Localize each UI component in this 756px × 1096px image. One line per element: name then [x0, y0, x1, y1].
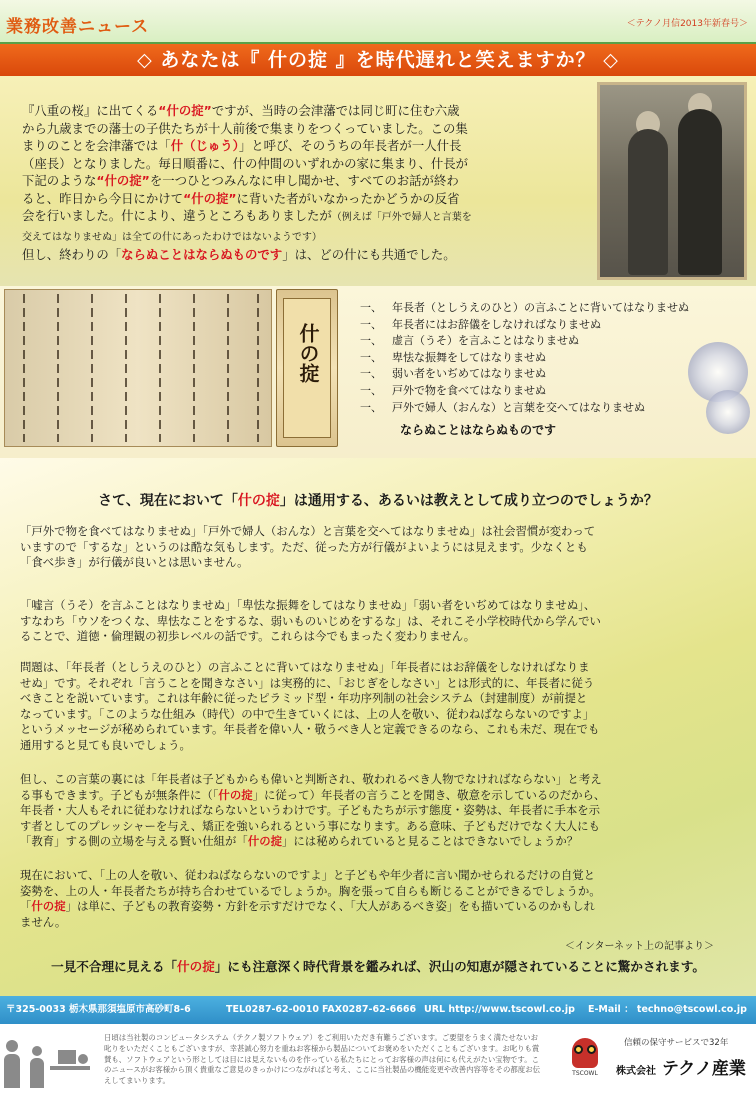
contact-email[interactable]: E-Mail ： techno@tscowl.co.jp [588, 1004, 747, 1015]
intro-line [22, 155, 600, 173]
service-years: 信頼の保守サービスで32年 [624, 1038, 729, 1048]
text-run: 但し、終わりの「 [22, 247, 122, 262]
paragraph-line [20, 884, 738, 900]
paragraph-line [20, 614, 738, 630]
paragraph-line [20, 629, 738, 645]
rules-list [360, 300, 700, 416]
text-run: というメッセージが秘められています。年長者を偉い人・敬うべき人と定義できるのなら、これも未だ、現在でも [20, 722, 600, 737]
contact-tel: TEL0287-62-0010 [226, 1004, 320, 1015]
paragraph-line [20, 540, 738, 556]
intro-section [0, 76, 756, 286]
intro-line [22, 137, 600, 155]
issue-label: ＜テクノ月信2013年新春号＞ [626, 19, 748, 29]
highlight-text: 什の掟 [218, 787, 253, 802]
intro-text [22, 102, 600, 264]
highlight-text: 什の掟 [237, 493, 280, 509]
text-run: 」と呼び、そのうちの年長者が一人什長 [238, 138, 462, 153]
text-run: （例えば「戸外で婦人と言葉を [331, 212, 472, 223]
text-run: ることで、道徳・倫理観の初歩レベルの話です。これらは今でもまったく変わりません。 [20, 629, 476, 644]
highlight-text: 什の掟 [247, 834, 283, 849]
rule-marker: 一、 [360, 383, 382, 397]
paragraph-line [20, 722, 738, 738]
rule-text: 年長者（としうえのひと）の言ふことに背いてはなりませぬ [392, 301, 689, 314]
highlight-text: 什（じゅう） [170, 138, 239, 153]
paragraph-line [20, 834, 738, 850]
text-run: 「嘘言（うそ）を言ふことはなりませぬ」「卑怯な振舞をしてはなりませぬ」「弱い者をいぢめてはなりませぬ」、 [20, 598, 596, 612]
text-run: 」には秘められていると見ることはできないでしょうか？ [282, 834, 579, 849]
rule-marker: 一、 [360, 350, 382, 364]
text-run: 「食べ歩き」が行儀が良いとは思いません。 [20, 555, 249, 570]
paragraph-line [20, 598, 738, 614]
contact-fax: FAX0287-62-6666 [322, 1004, 417, 1015]
rule-marker: 一、 [360, 301, 382, 314]
text-run: 姿勢を、上の人・年長者たちが持ち合わせているでしょうか。胸を張って自らも断じることができるでしょうか。 [20, 883, 601, 898]
rule-item [360, 300, 700, 317]
rule-text: 年長者にはお辞儀をしなければなりませぬ [392, 317, 601, 331]
office-workers-silhouette-icon [2, 1032, 94, 1092]
paragraph-line [20, 707, 738, 723]
article-paragraph [20, 598, 738, 645]
text-run: せぬ」です。それぞれ「言うことを聞きなさい」は実務的に、「おじぎをしなさい」とは形式的に、年長者に従う [20, 675, 595, 690]
rule-marker: 一、 [360, 334, 382, 348]
text-run: なっています。「このような仕組み（時代）の中で生きていくには、上の人を敬い、従わねばならないのですよ」 [20, 706, 595, 721]
text-run: すなわち「ウソをつくな、卑怯なことをするな、弱いものいじめをするな」は、それこそ小学校時代から学んでい [20, 613, 601, 628]
intro-line [22, 120, 600, 138]
text-run: ません。 [20, 914, 67, 929]
text-run: 」は、どの什にも共通でした。 [282, 247, 456, 262]
text-run: ると、昨日から今日にかけて [22, 190, 184, 206]
text-run: 交えてはなりませぬ」は全ての什にあったわけではないようです） [22, 231, 322, 243]
article-question [0, 490, 756, 510]
rule-item [360, 400, 700, 417]
highlight-text: “什の掟” [158, 103, 212, 118]
text-run: 通用すると見ても良いでしょう。 [20, 737, 191, 752]
text-run: （座長）となりました。毎日順番に、什の仲間のいずれかの家に集まり、什長が [22, 155, 469, 171]
intro-line [22, 172, 600, 190]
paragraph-line [20, 788, 738, 804]
text-run: を一つひとつみんなに申し聞かせ、すべてのお話が終わ [149, 173, 459, 188]
paragraph-line [20, 676, 738, 692]
rules-closing: ならぬことはならぬものです [400, 423, 557, 437]
text-run: 『八重の桜』 [22, 103, 97, 118]
contact-url[interactable]: URL http://www.tscowl.co.jp [424, 1004, 575, 1015]
text-run: 「 [20, 899, 32, 914]
highlight-text: 什の掟 [31, 899, 66, 914]
text-run: から九歳までの藩士の子供たちが十人前後で集まりをつくっていました。この集 [22, 120, 468, 136]
historical-photo [597, 82, 747, 280]
article-paragraph [20, 524, 738, 571]
newsletter-title: 業務改善ニュース [6, 17, 150, 37]
paragraph-line [20, 915, 738, 931]
footer [0, 1024, 756, 1096]
article-paragraph [20, 868, 738, 930]
rule-marker: 一、 [360, 317, 382, 331]
text-run: 年長者・大人もそれに従わなければならないというわけです。子どもたちが示す態度・姿勢は、年長者に手本を示 [20, 803, 601, 818]
company-prefix: 株式会社 [616, 1066, 656, 1077]
logo-caption: TSCOWL [572, 1070, 598, 1077]
footer-note: 日頃は当社製のコンピュータシステム（テクノ製ソフトウェア）をご利用いただき有難うございます。ご要望をうまく満たせないお叱りをいただくこともございますが、幸甚誠心努力を重ねお客様から製品についてお褒めをいただくこともございます。お叱りも賞賛も、ソフトウェアという形としては目には見えないものを作っている私たちにとってお客様の声は何にも代えがたい宝物です。このニュースがお客様から頂く貴重なご意見のきっかけにつながればと考え、ここに当社製品の機能変更や改善内容等をその都度お伝えしてまいります。 [104, 1033, 540, 1086]
paragraph-line [20, 803, 738, 819]
text-run: 」にも注意深く時代背景を鑑みれば、沢山の知恵が隠されていることに驚かされます。 [214, 959, 705, 974]
text-run: べきことを説いています。これは年齢に従ったピラミッド型・年功序列制の社会システム（封建制度）が前提と [20, 691, 588, 706]
text-run: ですが、当時の会津藩では同じ町に住む六歳 [211, 103, 460, 118]
paragraph-line [20, 524, 738, 540]
owl-logo-icon [570, 1038, 600, 1078]
text-run: 」は単に、子どもの教育姿勢・方針を示すだけでなく、「大人があるべき姿」をも描いているのかもしれ [65, 899, 596, 914]
rule-item [360, 383, 700, 400]
intro-line [22, 227, 600, 247]
text-run: 下記のような [22, 173, 97, 188]
company-name [616, 1054, 746, 1079]
intro-line [22, 246, 600, 264]
paragraph-line [20, 555, 738, 571]
highlight-text: 什の掟 [177, 959, 215, 974]
company-main-name: テクノ産業 [661, 1059, 746, 1079]
article-paragraph [20, 660, 738, 754]
article-paragraph [20, 772, 738, 850]
text-run: に背いた者がいなかったかどうかの反省 [236, 190, 460, 206]
text-run: 」は通用する、あるいは教えとして成り立つのでしょうか？ [279, 493, 658, 509]
rule-item [360, 333, 700, 350]
text-run: 「戸外で物を食べてはなりませぬ」「戸外で婦人（おんな）と言葉を交へてはなりませぬ」は社会習慣が変わって [20, 524, 596, 538]
text-run: 会を行いました。什により、違うところもありましたが [22, 208, 332, 223]
highlight-text: ならぬことはならぬものです [121, 247, 283, 262]
highlight-text: “什の掟” [96, 173, 150, 188]
paragraph-line [20, 660, 738, 676]
rule-text: 弱い者をいぢめてはなりませぬ [392, 367, 546, 381]
calligraphy-scroll-image [4, 289, 272, 447]
text-run: いますので「するな」というのは酷な気もします。ただ、従った方が行儀がよいようには見えます。少なくとも [20, 539, 588, 554]
rule-marker: 一、 [360, 367, 382, 381]
text-run: 「教育」する側の立場を与える賢い仕組が「 [20, 834, 248, 849]
text-run: に出てくる [96, 103, 159, 118]
text-run: る事もできます。子どもが無条件に（「 [20, 787, 219, 802]
text-run: 一見不合理に見える「 [51, 959, 177, 974]
paragraph-line [20, 772, 738, 788]
rule-marker: 一、 [360, 400, 382, 414]
rule-item [360, 350, 700, 367]
rule-text: 卑怯な振舞をしてはなりませぬ [392, 350, 546, 364]
text-run: 現在において、「上の人を敬い、従わねばならないのですよ」と子どもや年少者に言い聞かせられるだけの自覚と [20, 868, 595, 882]
newsletter-header [0, 0, 756, 44]
contact-address: 〒325-0033 栃木県那須塩原市高砂町8-6 [6, 1004, 191, 1015]
paragraph-line [20, 899, 738, 915]
text-run: 」に従って）年長者の言うことを聞き、敬意を示しているのだから、 [252, 787, 606, 802]
rule-item [360, 317, 700, 334]
text-run: さて、現在において「 [98, 493, 238, 509]
rule-text: 戸外で物を食べてはなりませぬ [392, 383, 546, 397]
paragraph-line [20, 868, 738, 884]
text-run: 但し、この言葉の裏には「年長者は子どもからも偉いと判断され、敬われるべき人物でなければならない」と考え [20, 772, 602, 786]
rule-item [360, 366, 700, 383]
rule-text: 虚言（うそ）を言ふことはなりませぬ [392, 334, 579, 348]
intro-line [22, 190, 600, 208]
intro-line [22, 102, 600, 120]
rules-tag [276, 289, 338, 447]
flower-decoration [706, 390, 750, 434]
highlight-text: “什の掟” [183, 190, 237, 206]
article-conclusion [0, 956, 756, 975]
source-note: ＜インターネット上の記事より＞ [564, 941, 714, 952]
paragraph-line [20, 738, 738, 754]
intro-line [22, 207, 600, 227]
main-article [0, 458, 756, 996]
text-run: す者としてのプレッシャーを与え、矯正を強いられるという事になります。ある意味、子どもだけでなく大人にも [20, 818, 600, 833]
rules-section [0, 286, 756, 458]
contact-bar [0, 996, 756, 1024]
text-run: まりのことを会津藩では「 [22, 138, 171, 153]
paragraph-line [20, 691, 738, 707]
rule-text: 戸外で婦人（おんな）と言葉を交へてはなりませぬ [392, 400, 645, 414]
article-title: ◇ あなたは『 什の掟 』を時代遅れと笑えますか？ ◇ [0, 44, 756, 76]
paragraph-line [20, 819, 738, 835]
text-run: 問題は、「年長者（としうえのひと）の言ふことに背いてはなりませぬ」「年長者にはお辞儀をしなければなりま [20, 660, 590, 674]
rules-tag-label: 什の掟 [296, 323, 320, 383]
